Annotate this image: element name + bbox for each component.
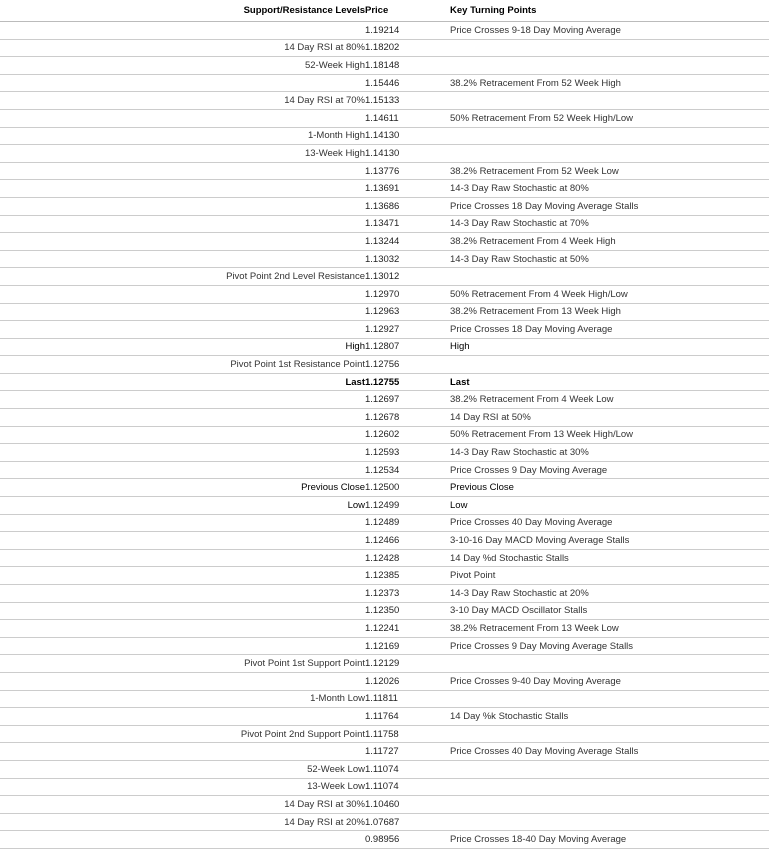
key-turning-point-cell: Pivot Point — [450, 567, 769, 585]
price-cell: 1.12373 — [365, 585, 450, 603]
support-resistance-cell — [0, 74, 365, 92]
table-row — [0, 725, 769, 743]
support-resistance-cell — [0, 391, 365, 409]
key-turning-point-cell: Price Crosses 9 Day Moving Average — [450, 461, 769, 479]
price-cell: 1.13686 — [365, 197, 450, 215]
key-turning-point-cell — [450, 356, 769, 374]
support-resistance-cell: 52-Week High — [0, 57, 365, 75]
support-resistance-cell — [0, 303, 365, 321]
table-row — [0, 426, 769, 444]
key-turning-point-cell: 3-10-16 Day MACD Moving Average Stalls — [450, 532, 769, 550]
key-turning-point-cell — [450, 813, 769, 831]
support-resistance-cell — [0, 461, 365, 479]
table-row — [0, 497, 769, 515]
key-turning-point-cell — [450, 92, 769, 110]
price-cell: 1.12428 — [365, 549, 450, 567]
table-row — [0, 549, 769, 567]
key-turning-point-cell: Price Crosses 18 Day Moving Average Stalls — [450, 197, 769, 215]
support-resistance-cell — [0, 532, 365, 550]
key-turning-point-cell: Price Crosses 18-40 Day Moving Average — [450, 831, 769, 849]
price-cell: 1.11727 — [365, 743, 450, 761]
key-turning-point-cell: Price Crosses 40 Day Moving Average Stalls — [450, 743, 769, 761]
table-row — [0, 162, 769, 180]
key-turning-point-cell — [450, 796, 769, 814]
support-resistance-cell — [0, 620, 365, 638]
key-turning-point-cell: Low — [450, 497, 769, 515]
price-cell: 1.15133 — [365, 92, 450, 110]
key-turning-point-cell — [450, 760, 769, 778]
key-turning-point-cell: Price Crosses 9-18 Day Moving Average — [450, 22, 769, 40]
support-resistance-cell: 14 Day RSI at 30% — [0, 796, 365, 814]
key-turning-point-cell: High — [450, 338, 769, 356]
table-row — [0, 215, 769, 233]
price-cell: 1.12026 — [365, 672, 450, 690]
support-resistance-cell — [0, 426, 365, 444]
key-turning-point-cell — [450, 778, 769, 796]
key-turning-point-cell: 14-3 Day Raw Stochastic at 30% — [450, 444, 769, 462]
table-row — [0, 444, 769, 462]
support-resistance-cell — [0, 831, 365, 849]
price-cell: 1.13776 — [365, 162, 450, 180]
support-resistance-cell — [0, 285, 365, 303]
key-turning-point-cell: 38.2% Retracement From 4 Week Low — [450, 391, 769, 409]
key-turning-point-cell: 3-10 Day MACD Oscillator Stalls — [450, 602, 769, 620]
table-row — [0, 479, 769, 497]
support-resistance-cell — [0, 233, 365, 251]
table-row — [0, 585, 769, 603]
price-cell: 1.12350 — [365, 602, 450, 620]
price-cell: 1.07687 — [365, 813, 450, 831]
key-turning-point-cell: Last — [450, 373, 769, 391]
price-cell: 1.12129 — [365, 655, 450, 673]
table-body — [0, 22, 769, 849]
table-row — [0, 813, 769, 831]
support-resistance-cell: Pivot Point 1st Support Point — [0, 655, 365, 673]
support-resistance-cell — [0, 567, 365, 585]
price-cell: 1.12169 — [365, 637, 450, 655]
support-resistance-cell: 13-Week High — [0, 145, 365, 163]
price-cell: 1.13012 — [365, 268, 450, 286]
key-turning-point-cell — [450, 145, 769, 163]
support-resistance-cell: 1-Month High — [0, 127, 365, 145]
table-row — [0, 285, 769, 303]
support-resistance-cell: Previous Close — [0, 479, 365, 497]
key-turning-point-cell: 50% Retracement From 52 Week High/Low — [450, 109, 769, 127]
price-cell: 1.12678 — [365, 409, 450, 427]
key-turning-point-cell: Price Crosses 9 Day Moving Average Stalls — [450, 637, 769, 655]
table-row — [0, 74, 769, 92]
support-resistance-cell — [0, 444, 365, 462]
price-cell: 1.18148 — [365, 57, 450, 75]
header-row — [0, 0, 769, 22]
support-resistance-cell — [0, 585, 365, 603]
key-turning-point-cell — [450, 725, 769, 743]
table-row — [0, 356, 769, 374]
support-resistance-cell — [0, 637, 365, 655]
key-turning-point-cell — [450, 690, 769, 708]
support-resistance-cell: 14 Day RSI at 80% — [0, 39, 365, 57]
price-cell: 1.12756 — [365, 356, 450, 374]
key-turning-point-cell: 14 Day %k Stochastic Stalls — [450, 708, 769, 726]
price-cell: 1.12500 — [365, 479, 450, 497]
header-support-resistance: Support/Resistance Levels — [0, 0, 365, 22]
table-row — [0, 778, 769, 796]
key-turning-point-cell: Price Crosses 9-40 Day Moving Average — [450, 672, 769, 690]
key-turning-point-cell: 14-3 Day Raw Stochastic at 50% — [450, 250, 769, 268]
table-row — [0, 197, 769, 215]
key-turning-point-cell: 14 Day RSI at 50% — [450, 409, 769, 427]
price-cell: 1.12385 — [365, 567, 450, 585]
support-resistance-cell: Pivot Point 2nd Level Resistance — [0, 268, 365, 286]
price-cell: 0.98956 — [365, 831, 450, 849]
table-row — [0, 268, 769, 286]
support-resistance-cell — [0, 321, 365, 339]
table-row — [0, 409, 769, 427]
support-resistance-cell — [0, 549, 365, 567]
price-cell: 1.13244 — [365, 233, 450, 251]
price-cell: 1.12602 — [365, 426, 450, 444]
table-row — [0, 655, 769, 673]
table-row — [0, 637, 769, 655]
key-turning-point-cell — [450, 39, 769, 57]
price-cell: 1.12927 — [365, 321, 450, 339]
table-row — [0, 760, 769, 778]
price-cell: 1.12755 — [365, 373, 450, 391]
key-turning-point-cell: 14-3 Day Raw Stochastic at 20% — [450, 585, 769, 603]
header-key-turning-points: Key Turning Points — [450, 0, 769, 22]
price-cell: 1.11074 — [365, 778, 450, 796]
price-cell: 1.12593 — [365, 444, 450, 462]
support-resistance-cell — [0, 250, 365, 268]
support-resistance-cell: 14 Day RSI at 70% — [0, 92, 365, 110]
price-cell: 1.10460 — [365, 796, 450, 814]
key-turning-point-cell: 14 Day %d Stochastic Stalls — [450, 549, 769, 567]
price-cell: 1.15446 — [365, 74, 450, 92]
support-resistance-cell: Pivot Point 1st Resistance Point — [0, 356, 365, 374]
table-row — [0, 514, 769, 532]
support-resistance-cell — [0, 409, 365, 427]
support-resistance-cell — [0, 109, 365, 127]
support-resistance-cell: Last — [0, 373, 365, 391]
price-cell: 1.14611 — [365, 109, 450, 127]
key-turning-point-cell — [450, 268, 769, 286]
price-cell: 1.12466 — [365, 532, 450, 550]
key-turning-point-cell: 14-3 Day Raw Stochastic at 80% — [450, 180, 769, 198]
price-cell: 1.13032 — [365, 250, 450, 268]
table-row — [0, 22, 769, 40]
key-turning-point-cell: 38.2% Retracement From 52 Week Low — [450, 162, 769, 180]
table-row — [0, 303, 769, 321]
price-cell: 1.11764 — [365, 708, 450, 726]
price-cell: 1.13691 — [365, 180, 450, 198]
table-row — [0, 373, 769, 391]
support-resistance-cell — [0, 708, 365, 726]
support-resistance-cell — [0, 514, 365, 532]
key-turning-point-cell: Previous Close — [450, 479, 769, 497]
support-resistance-cell — [0, 743, 365, 761]
table-row — [0, 180, 769, 198]
table-row — [0, 672, 769, 690]
price-cell: 1.14130 — [365, 127, 450, 145]
support-resistance-cell: Low — [0, 497, 365, 515]
price-cell: 1.14130 — [365, 145, 450, 163]
support-resistance-cell — [0, 602, 365, 620]
support-resistance-cell: Pivot Point 2nd Support Point — [0, 725, 365, 743]
support-resistance-cell — [0, 22, 365, 40]
key-turning-point-cell: Price Crosses 18 Day Moving Average — [450, 321, 769, 339]
price-cell: 1.12241 — [365, 620, 450, 638]
support-resistance-cell: 52-Week Low — [0, 760, 365, 778]
table-row — [0, 620, 769, 638]
table-row — [0, 532, 769, 550]
price-cell: 1.12697 — [365, 391, 450, 409]
table-row — [0, 461, 769, 479]
table-row — [0, 109, 769, 127]
table-row — [0, 831, 769, 849]
key-turning-point-cell: 50% Retracement From 4 Week High/Low — [450, 285, 769, 303]
price-cell: 1.12489 — [365, 514, 450, 532]
table-row — [0, 57, 769, 75]
price-cell: 1.19214 — [365, 22, 450, 40]
price-cell: 1.18202 — [365, 39, 450, 57]
price-cell: 1.12963 — [365, 303, 450, 321]
key-turning-point-cell: 38.2% Retracement From 4 Week High — [450, 233, 769, 251]
header-price: Price — [365, 0, 450, 22]
table-row — [0, 391, 769, 409]
table-row — [0, 602, 769, 620]
support-resistance-cell — [0, 180, 365, 198]
support-resistance-cell — [0, 215, 365, 233]
key-turning-point-cell: 38.2% Retracement From 52 Week High — [450, 74, 769, 92]
table-row — [0, 233, 769, 251]
table-row — [0, 39, 769, 57]
support-resistance-cell — [0, 162, 365, 180]
table-row — [0, 690, 769, 708]
key-turning-point-cell: 50% Retracement From 13 Week High/Low — [450, 426, 769, 444]
price-cell: 1.11811 — [365, 690, 450, 708]
price-cell: 1.11074 — [365, 760, 450, 778]
table-row — [0, 796, 769, 814]
price-cell: 1.13471 — [365, 215, 450, 233]
key-turning-point-cell — [450, 127, 769, 145]
support-resistance-cell: 1-Month Low — [0, 690, 365, 708]
table-row — [0, 250, 769, 268]
price-cell: 1.12970 — [365, 285, 450, 303]
price-cell: 1.12499 — [365, 497, 450, 515]
support-resistance-cell: High — [0, 338, 365, 356]
table-row — [0, 145, 769, 163]
table-row — [0, 567, 769, 585]
key-turning-point-cell — [450, 655, 769, 673]
key-turning-point-cell — [450, 57, 769, 75]
key-turning-point-cell: 38.2% Retracement From 13 Week Low — [450, 620, 769, 638]
price-cell: 1.11758 — [365, 725, 450, 743]
price-cell: 1.12534 — [365, 461, 450, 479]
price-cell: 1.12807 — [365, 338, 450, 356]
key-turning-point-cell: 14-3 Day Raw Stochastic at 70% — [450, 215, 769, 233]
table-row — [0, 708, 769, 726]
table-row — [0, 743, 769, 761]
support-resistance-cell — [0, 672, 365, 690]
key-turning-point-cell: 38.2% Retracement From 13 Week High — [450, 303, 769, 321]
key-turning-point-cell: Price Crosses 40 Day Moving Average — [450, 514, 769, 532]
support-resistance-cell — [0, 197, 365, 215]
table-row — [0, 338, 769, 356]
table-row — [0, 92, 769, 110]
table-row — [0, 321, 769, 339]
support-resistance-cell: 13-Week Low — [0, 778, 365, 796]
support-resistance-cell: 14 Day RSI at 20% — [0, 813, 365, 831]
table-row — [0, 127, 769, 145]
